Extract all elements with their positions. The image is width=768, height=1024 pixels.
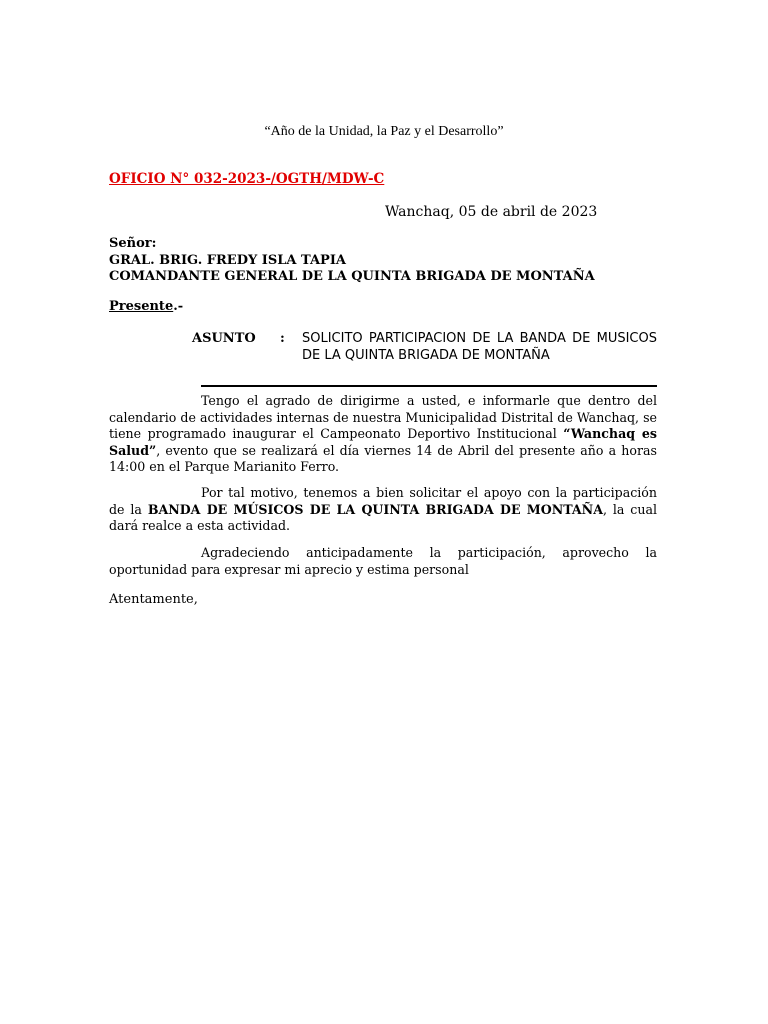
presente-suffix: .- — [173, 299, 184, 314]
band-name: BANDA DE MÚSICOS DE LA QUINTA BRIGADA DE MONTAÑA — [147, 501, 603, 517]
asunto-text: SOLICITO PARTICIPACION DE LA BANDA DE MUSICOS DE LA QUINTA BRIGADA DE MONTAÑA — [302, 331, 657, 363]
closing: Atentamente, — [109, 592, 198, 607]
recipient-block — [109, 236, 595, 286]
p2-text-a: Por tal motivo, tenemos a bien solicitar el apoyo con la participación de la — [109, 485, 657, 517]
p3-text: Agradeciendo anticipadamente la participación, aprovecho la oportunidad para expresar mi aprecio y estima personal — [109, 545, 657, 577]
oficio-number: OFICIO N° 032-2023-/OGTH/MDW-C — [109, 171, 385, 187]
recipient-title: COMANDANTE GENERAL DE LA QUINTA BRIGADA DE MONTAÑA — [109, 269, 595, 284]
body-paragraph-3 — [109, 545, 657, 578]
salutation: Señor: — [109, 236, 157, 251]
presente-word: Presente — [109, 299, 174, 314]
presente-line — [109, 299, 183, 314]
body-paragraph-2 — [109, 485, 657, 535]
p2-text-b: , la cual dará realce a esta actividad. — [109, 501, 657, 533]
p1-text-b: , evento que se realizará el día viernes 14 de Abril del presente año a horas 14:00 en el Parque Marianito Ferro. — [109, 442, 657, 474]
date-line: Wanchaq, 05 de abril de 2023 — [385, 204, 598, 220]
body-paragraph-1 — [109, 393, 657, 476]
year-motto: “Año de la Unidad, la Paz y el Desarrollo” — [264, 124, 504, 139]
event-name: “Wanchaq es Salud” — [109, 426, 657, 458]
recipient-name: GRAL. BRIG. FREDY ISLA TAPIA — [109, 252, 346, 268]
asunto-label: ASUNTO — [192, 331, 256, 346]
p1-text-a: Tengo el agrado de dirigirme a usted, e informarle que dentro del calendario de actividades internas de nuestra Municipalidad Distrital de Wanchaq, se tiene programado inaugurar el Campeonato Deportivo Institucional — [109, 393, 657, 441]
asunto-colon: : — [280, 331, 285, 346]
subject-divider — [201, 385, 657, 387]
